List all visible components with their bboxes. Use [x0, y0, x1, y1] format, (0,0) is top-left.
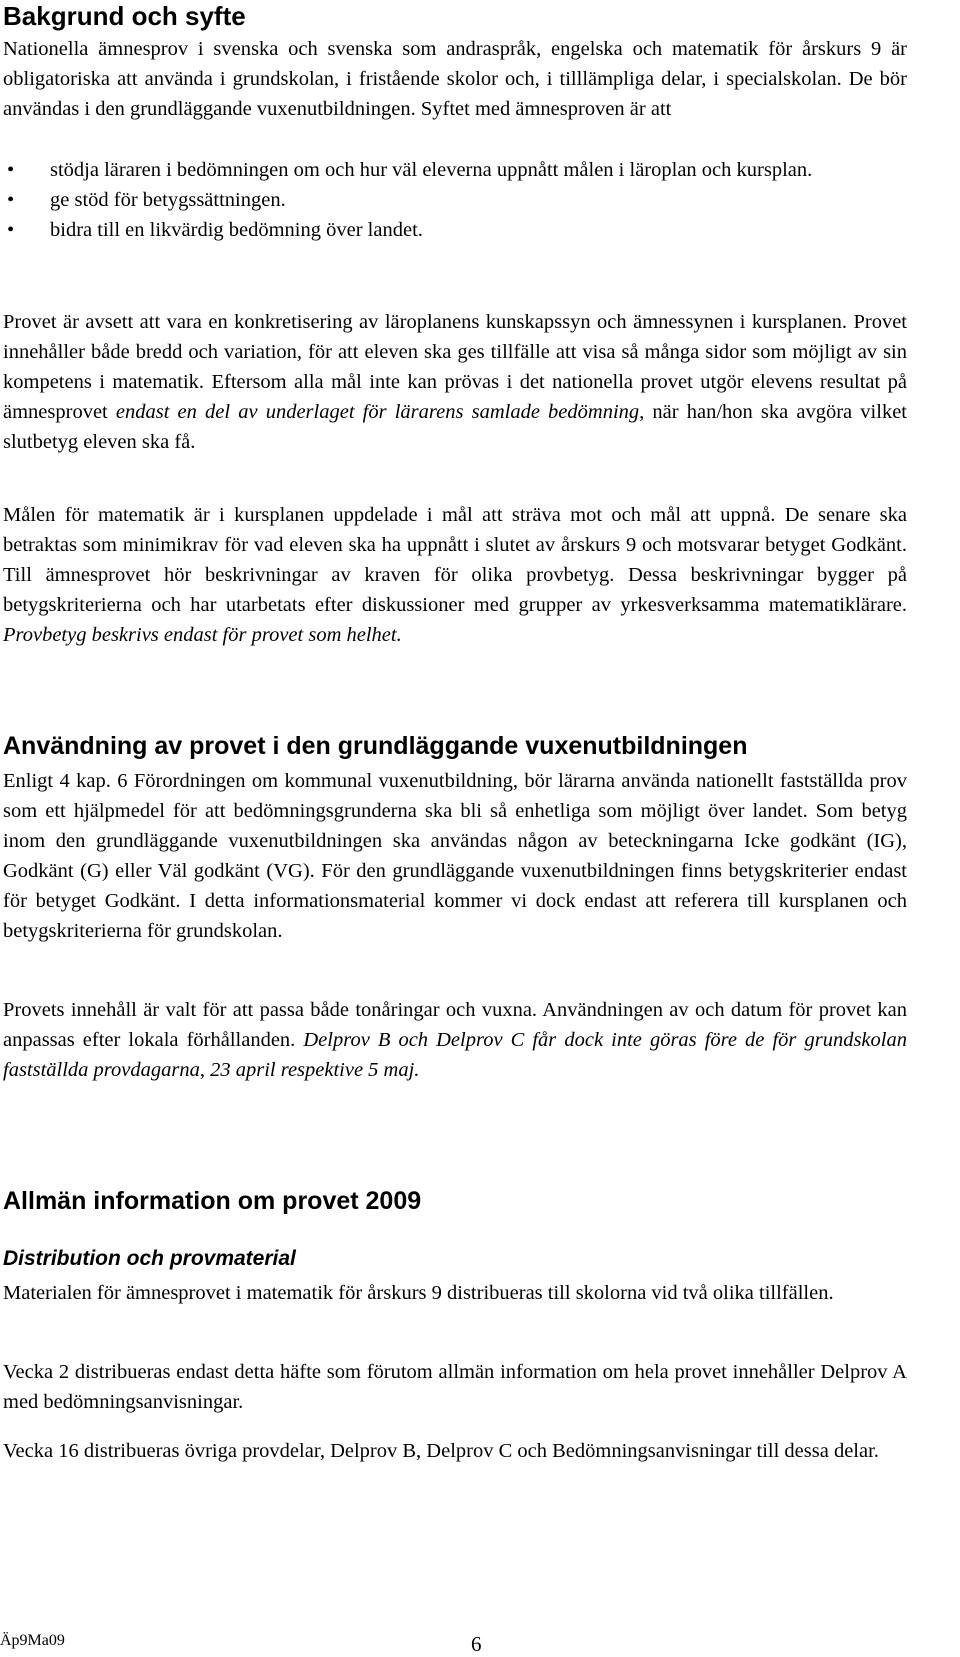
page-number: 6	[471, 1632, 482, 1656]
body-paragraph: Enligt 4 kap. 6 Förordningen om kommunal vuxenutbildning, bör lärarna använda nationellt fastställda prov som ett hjälpmedel för att bedömningsgrunderna ska bli så enhetliga som möjligt över landet. Som betyg inom den grundläggande vuxenutbildningen ska användas någon av beteckningarna Icke godkänt (IG), Godkänt (G) eller Väl godkänt (VG). För den grundläggande vuxenutbildningen finns betygskriterier endast för betyget Godkänt. I detta informationsmaterial kommer vi dock endast att referera till kursplanen och betygskriterierna för grundskolan.	[3, 770, 907, 942]
paragraph-text: Målen för matematik är i kursplanen uppdelade i mål att sträva mot och mål att uppnå. De senare ska betraktas som minimikrav för vad eleven ska ha uppnått i slutet av årskurs 9 och motsvarar betyget Godkänt. Till ämnesprovet hör beskrivningar av kraven för olika provbetyg. Dessa beskrivningar bygger på betygskriterierna och har utarbetats efter diskussioner med grupper av yrkesverksamma matematiklärare.	[3, 504, 907, 616]
section-heading-bakgrund: Bakgrund och syfte	[3, 1, 246, 31]
section-heading-allman-information: Allmän information om provet 2009	[3, 1187, 422, 1215]
bullet-text: bidra till en likvärdig bedömning över landet.	[50, 219, 423, 241]
bullet-dot-icon: •	[7, 189, 15, 211]
paragraph-text: Provets innehåll är valt för att passa både tonåringar och vuxna. Användningen av och datum för provet kan anpassas efter lokala förhållanden.	[3, 999, 907, 1051]
body-paragraph	[3, 995, 907, 1085]
emphasized-text: endast en del av underlaget för lärarens samlade bedömning,	[115, 401, 645, 423]
bullet-item	[3, 155, 907, 185]
footer-document-code: Äp9Ma09	[0, 1632, 65, 1649]
emphasized-text: Provbetyg beskrivs endast för provet som helhet.	[3, 624, 402, 646]
paragraph-text: när han/hon ska avgöra vilket slutbetyg eleven ska få.	[3, 401, 907, 453]
section-heading-anvandning: Användning av provet i den grundläggande vuxenutbildningen	[3, 732, 748, 760]
paragraph-text: Provet är avsett att vara en konkretisering av läroplanens kunskapssyn och ämnessynen i kursplanen. Provet innehåller både bredd och variation, för att eleven ska ges tillfälle att visa så många sidor som möjligt av sin kompetens i matematik. Eftersom alla mål inte kan prövas i det nationella provet utgör elevens resultat på ämnesprovet	[3, 311, 907, 423]
bullet-text: stödja läraren i bedömningen om och hur väl eleverna uppnått målen i läroplan och kursplan.	[50, 159, 813, 181]
purpose-bullet-list	[3, 155, 907, 245]
bullet-item	[3, 215, 907, 245]
body-paragraph: Vecka 2 distribueras endast detta häfte som förutom allmän information om hela provet innehåller Delprov A med bedömningsanvisningar.	[3, 1361, 907, 1413]
body-paragraph: Vecka 16 distribueras övriga provdelar, Delprov B, Delprov C och Bedömningsanvisningar till dessa delar.	[3, 1440, 879, 1462]
bullet-dot-icon: •	[7, 159, 15, 181]
body-paragraph: Materialen för ämnesprovet i matematik för årskurs 9 distribueras till skolorna vid två olika tillfällen.	[3, 1282, 834, 1304]
emphasized-text: Delprov B och Delprov C får dock inte göras före de för grundskolan fastställda provdagarna, 23 april respektive 5 maj.	[3, 1029, 907, 1081]
body-paragraph	[3, 307, 907, 457]
subsection-heading-distribution: Distribution och provmaterial	[3, 1247, 296, 1270]
bullet-text: ge stöd för betygssättningen.	[50, 189, 286, 211]
bullet-dot-icon: •	[7, 219, 15, 241]
body-paragraph	[3, 500, 907, 650]
intro-paragraph: Nationella ämnesprov i svenska och svenska som andraspråk, engelska och matematik för årskurs 9 är obligatoriska att använda i grundskolan, i fristående skolor och, i tilllämpliga delar, i specialskolan. De bör användas i den grundläggande vuxenutbildningen. Syftet med ämnesproven är att	[3, 38, 907, 120]
bullet-item	[3, 185, 907, 215]
